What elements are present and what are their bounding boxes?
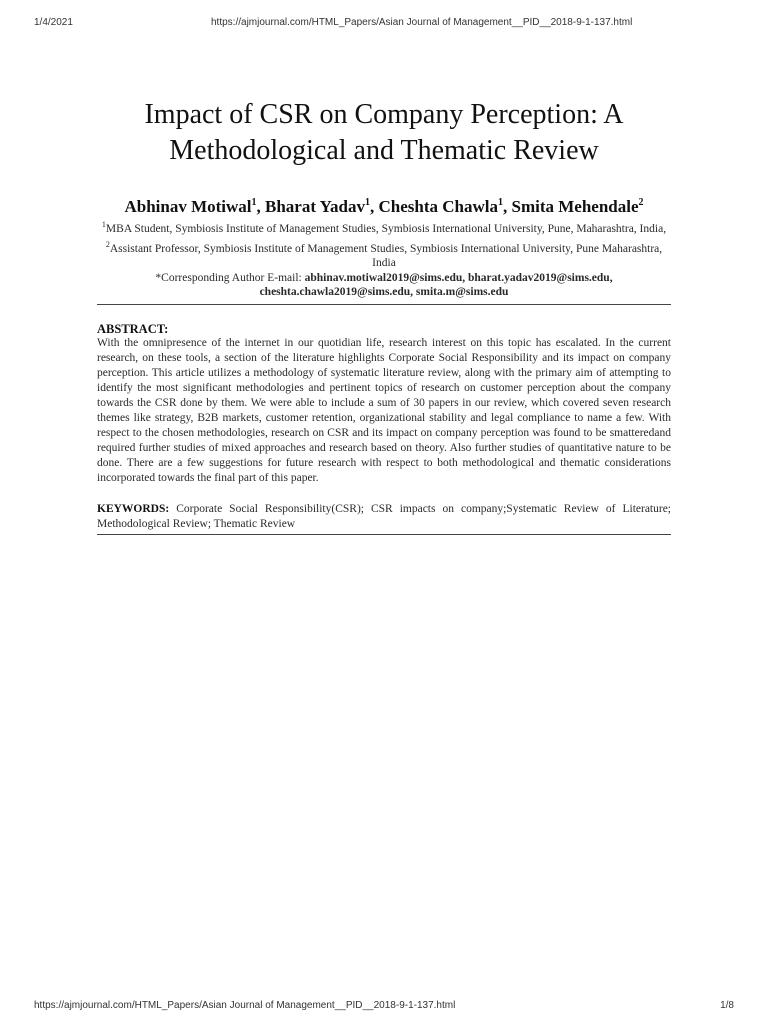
keywords-label: KEYWORDS: [97,503,170,515]
author-cheshta-chawla: Cheshta Chawla$^1$, [378,197,512,216]
paper-title-line-1: Impact of CSR on Company Perception: A [144,99,624,130]
print-header [0,0,768,40]
print-footer [0,990,768,1024]
keywords-divider [97,534,671,535]
paper-title [97,97,671,169]
author-list [97,192,671,222]
print-header-url: https://ajmjournal.com/HTML_Papers/Asian Journal of Management__PID__2018-9-1-137.html [211,17,633,28]
paper-title-line-2: Methodological and Thematic Review [169,135,599,166]
affiliation-1: $^1$MBA Student, Symbiosis Institute of Management Studies, Symbiosis International University, Pune, Maharashtra, India, [101,220,667,235]
abstract-text: With the omnipresence of the internet in our quotidian life, research interest on this topic has escalated. In the current research, on these tools, a section of the literature highlights Corporate Social Responsibility and its impact on company perception. This article utilizes a methodology of systematic literature review, along with the primary aim of attempting to identify the most significant methodologies and pertinent topics of research on customer perception about the company towards the CSR done by them. We were able to include a sum of 30 papers in our review, which covered seven research themes like strategy, B2B markets, customer retention, organizational stability and legal compliance to name a few. With respect to the chosen methodologies, research on CSR and its impact on company perception was found to be smatteredand required further studies of mixed approaches and research based on theory. Also further studies of quantitative nature to be done. There are a few suggestions for future research with respect to both methodological and thematic considerations incorporated towards the final part of this paper. [97,337,671,484]
corresponding-author [97,271,671,299]
header-divider [97,304,671,305]
paper-page [97,97,671,535]
affiliation-2: $^2$Assistant Professor, Symbiosis Institute of Management Studies, Symbiosis International University, Pune Maharashtra, India [105,240,663,269]
page-number: 1/8 [720,1000,734,1011]
corresponding-label: *Corresponding Author E-mail: [155,272,305,284]
print-footer-url: https://ajmjournal.com/HTML_Papers/Asian Journal of Management__PID__2018-9-1-137.html [34,1000,456,1011]
abstract-heading: ABSTRACT: [97,322,169,336]
keywords [97,502,671,532]
corresponding-emails: abhinav.motiwal2019@sims.edu, bharat.yadav2019@sims.edu, cheshta.chawla2019@sims.edu, smita.m@sims.edu [259,272,613,298]
author-abhinav-motiwal: Abhinav Motiwal$^1$, [124,197,266,216]
print-date: 1/4/2021 [34,17,73,28]
author-bharat-yadav: Bharat Yadav$^1$, [265,197,379,216]
keywords-text: Corporate Social Responsibility(CSR); CSR impacts on company;Systematic Review of Literature; Methodological Review; Thematic Review [97,503,671,530]
author-smita-mehendale: Smita Mehendale$^2$ [511,197,644,216]
